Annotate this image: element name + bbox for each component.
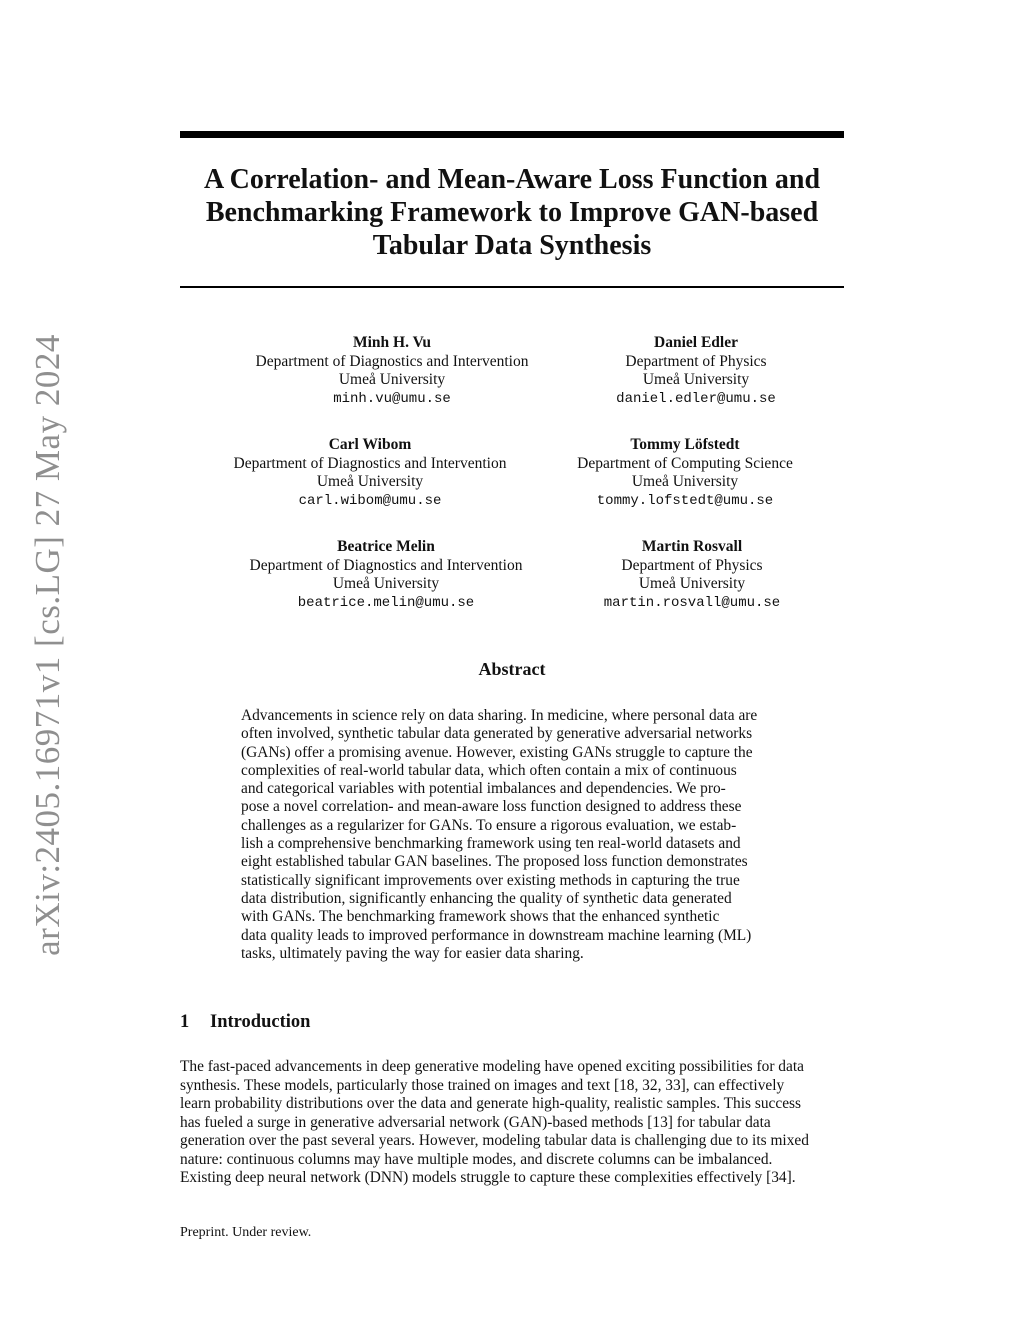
author-department: Department of Diagnostics and Intervention — [249, 556, 523, 574]
abstract-body — [241, 707, 785, 963]
title-top-rule — [180, 131, 844, 138]
abstract-line: lish a comprehensive benchmarking framework using ten real-world datasets and — [241, 835, 741, 853]
author-name: Tommy Löfstedt — [630, 436, 740, 453]
title-line: Benchmarking Framework to Improve GAN-based — [205, 197, 819, 228]
title-line: A Correlation- and Mean-Aware Loss Function and — [203, 164, 821, 195]
author-email: minh.vu@umu.se — [333, 390, 451, 407]
author-department: Department of Physics — [621, 556, 763, 574]
preprint-footer: Preprint. Under review. — [180, 1225, 312, 1240]
introduction-line: nature: continuous columns may have multiple modes, and discrete columns can be imbalanced. — [180, 1150, 773, 1168]
introduction-line: synthesis. These models, particularly those trained on images and text [18, 32, 33], can effectively — [180, 1076, 785, 1094]
abstract-line: data distribution, significantly enhancing the quality of synthetic data generated — [241, 889, 732, 907]
author-email: carl.wibom@umu.se — [298, 492, 442, 509]
abstract-line: eight established tabular GAN baselines. The proposed loss function demonstrates — [241, 853, 748, 871]
author-university: Umeå University — [631, 473, 739, 490]
abstract-line: complexities of real-world tabular data, which often contain a mix of continuous — [241, 761, 737, 779]
author-email: tommy.lofstedt@umu.se — [596, 492, 774, 509]
author-email: beatrice.melin@umu.se — [297, 594, 475, 611]
author-block — [516, 334, 876, 408]
section-heading-introduction — [180, 1012, 310, 1033]
introduction-line: has fueled a surge in generative adversarial network (GAN)-based methods [13] for tabular data — [180, 1113, 771, 1131]
section-title: Introduction — [210, 1012, 311, 1032]
author-university: Umeå University — [338, 371, 446, 388]
author-name: Martin Rosvall — [641, 538, 743, 555]
paper-title — [180, 163, 844, 262]
author-university: Umeå University — [332, 575, 440, 592]
author-department: Department of Computing Science — [577, 454, 793, 472]
abstract-line: tasks, ultimately paving the way for easier data sharing. — [241, 944, 584, 962]
author-name: Carl Wibom — [328, 436, 412, 453]
author-university: Umeå University — [316, 473, 424, 490]
introduction-line: The fast-paced advancements in deep generative modeling have opened exciting possibilities for data — [180, 1058, 804, 1075]
abstract-line: Advancements in science rely on data sharing. In medicine, where personal data are — [241, 707, 758, 724]
author-university: Umeå University — [642, 371, 750, 388]
author-name: Minh H. Vu — [353, 334, 431, 351]
author-department: Department of Diagnostics and Intervention — [233, 454, 507, 472]
introduction-line: Existing deep neural network (DNN) models struggle to capture these complexities effectively [34]. — [180, 1169, 796, 1186]
author-university: Umeå University — [638, 575, 746, 592]
abstract-heading: Abstract — [478, 659, 546, 679]
author-email: martin.rosvall@umu.se — [603, 594, 781, 611]
arxiv-identifier-stamp: arXiv:2405.16971v1 [cs.LG] 27 May 2024 — [28, 334, 67, 956]
abstract-line: often involved, synthetic tabular data generated by generative adversarial networks — [241, 725, 753, 743]
author-block — [505, 436, 865, 510]
abstract-line: statistically significant improvements over existing methods in capturing the true — [241, 871, 740, 889]
author-block — [190, 436, 550, 510]
abstract-line: pose a novel correlation- and mean-aware loss function designed to address these — [241, 798, 742, 816]
author-block — [512, 538, 872, 612]
author-name: Beatrice Melin — [337, 538, 435, 555]
introduction-body — [180, 1058, 846, 1188]
introduction-line: generation over the past several years. However, modeling tabular data is challenging due to its mixed — [180, 1132, 809, 1149]
title-line: Tabular Data Synthesis — [372, 230, 652, 261]
author-name: Daniel Edler — [654, 334, 738, 351]
abstract-line: data quality leads to improved performance in downstream machine learning (ML) — [241, 926, 752, 944]
section-number: 1 — [180, 1012, 190, 1032]
abstract-line: (GANs) offer a promising avenue. However, existing GANs struggle to capture the — [241, 743, 753, 761]
author-department: Department of Physics — [625, 352, 767, 370]
abstract-line: with GANs. The benchmarking framework shows that the enhanced synthetic — [241, 908, 720, 926]
introduction-line: learn probability distributions over the data and generate high-quality, realistic samples. This success — [180, 1095, 802, 1112]
author-department: Department of Diagnostics and Intervention — [255, 352, 529, 370]
abstract-line: and categorical variables with potential imbalances and dependencies. We pro- — [241, 780, 726, 798]
abstract-line: challenges as a regularizer for GANs. To ensure a rigorous evaluation, we estab- — [241, 816, 737, 834]
title-bottom-rule — [180, 286, 844, 288]
author-email: daniel.edler@umu.se — [616, 390, 776, 407]
